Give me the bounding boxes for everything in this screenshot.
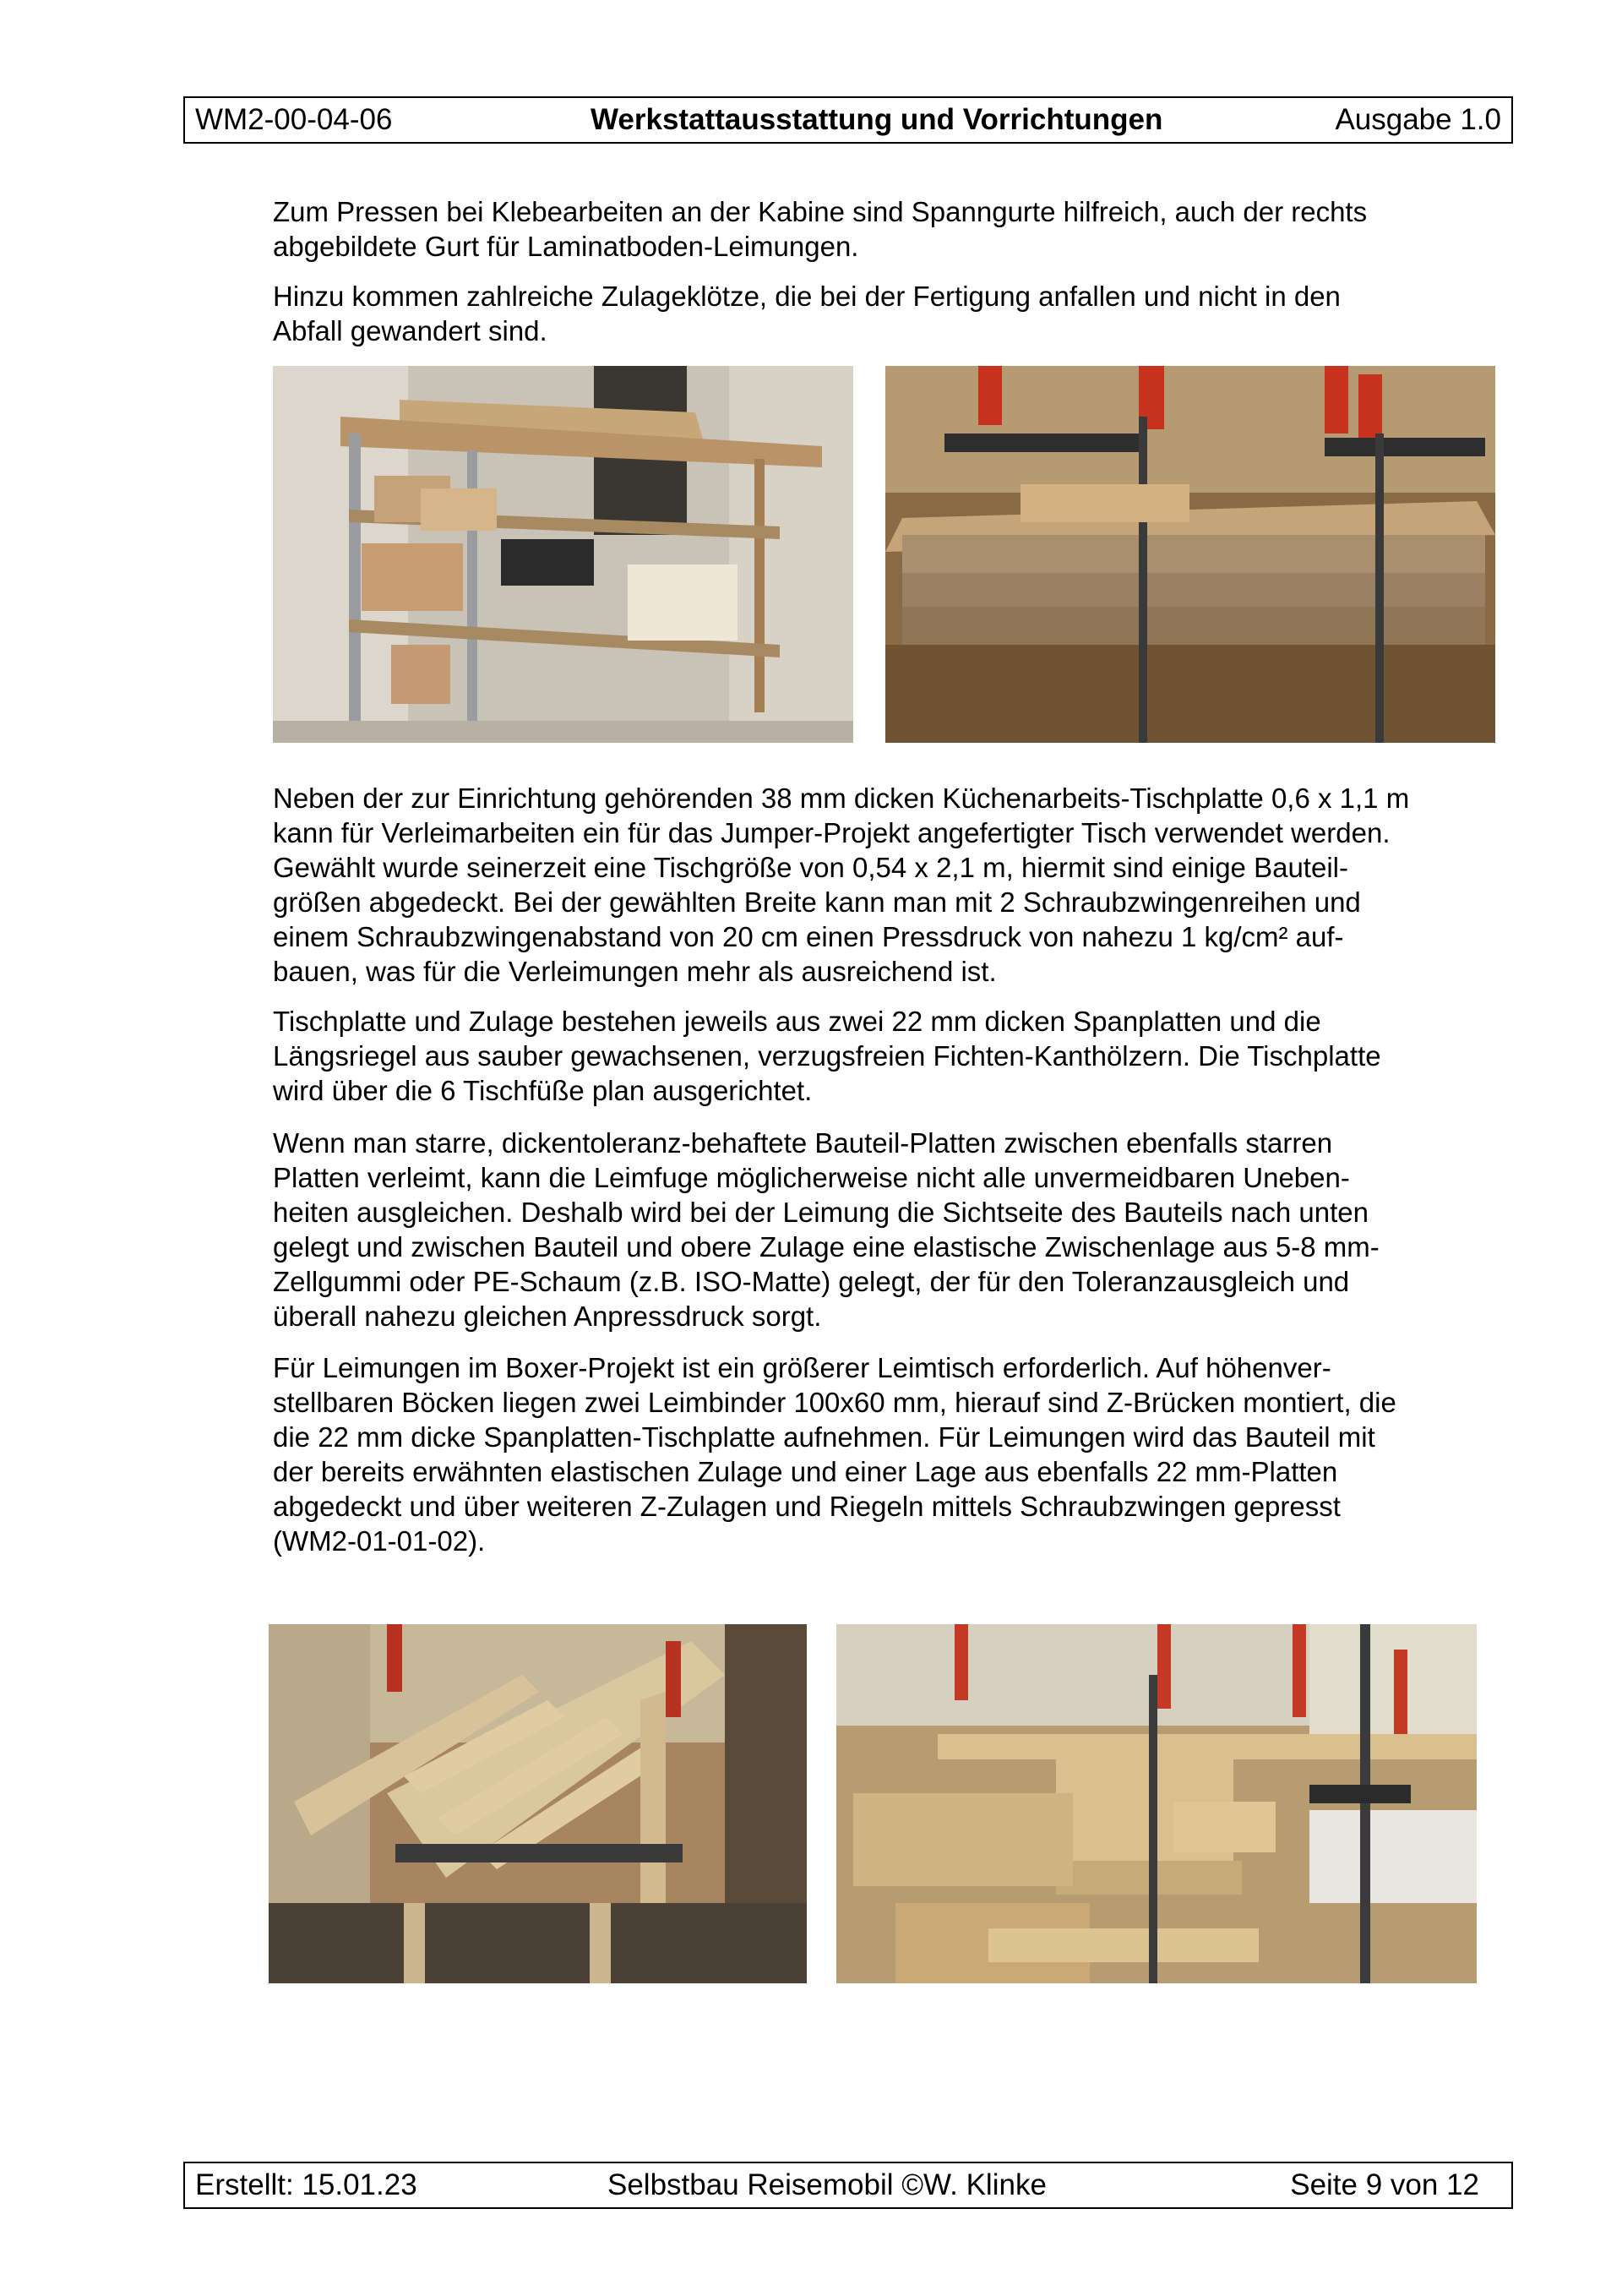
document-title: Werkstattausstattung und Vorrichtungen <box>591 103 1163 136</box>
text-line: gelegt und zwischen Bauteil und obere Zulage eine elastische Zwischenlage aus 5-8 mm- <box>273 1231 1380 1263</box>
body-paragraph-1 <box>273 781 1515 989</box>
photo-workbench-shelf <box>273 366 853 743</box>
page-number: Seite 9 von 12 <box>1290 2168 1479 2201</box>
text-line: wird über die 6 Tischfüße plan ausgerichtet. <box>273 1075 813 1106</box>
body-paragraph-3 <box>273 1126 1515 1333</box>
page-footer <box>183 2162 1513 2209</box>
photo-glue-table-frame <box>269 1624 807 1983</box>
text-line: Gewählt wurde seinerzeit eine Tischgröße von 0,54 x 2,1 m, hiermit sind einige Bauteil- <box>273 852 1348 883</box>
text-line: Längsriegel aus sauber gewachsenen, verzugsfreien Fichten-Kanthölzern. Die Tischplatte <box>273 1040 1381 1072</box>
photo-osb-clamped-stack <box>836 1624 1477 1983</box>
text-line: Wenn man starre, dickentoleranz-behaftete Bauteil-Platten zwischen ebenfalls starren <box>273 1127 1333 1159</box>
text-line: Platten verleimt, kann die Leimfuge möglicherweise nicht alle unvermeidbaren Uneben- <box>273 1162 1350 1193</box>
photo-clamped-chipboard <box>885 366 1495 743</box>
text-line: der bereits erwähnten elastischen Zulage und einer Lage aus ebenfalls 22 mm-Platten <box>273 1456 1338 1487</box>
text-line: (WM2-01-01-02). <box>273 1525 486 1557</box>
text-line: bauen, was für die Verleimungen mehr als ausreichend ist. <box>273 956 997 987</box>
text-line: Neben der zur Einrichtung gehörenden 38 mm dicken Küchenarbeits-Tischplatte 0,6 x 1,1 m <box>273 783 1410 814</box>
page-header <box>183 96 1513 144</box>
text-line: stellbaren Böcken liegen zwei Leimbinder 100x60 mm, hierauf sind Z-Brücken montiert, die <box>273 1387 1396 1418</box>
text-line: Abfall gewandert sind. <box>273 315 547 346</box>
text-line: abgebildete Gurt für Laminatboden-Leimungen. <box>273 231 859 262</box>
text-line: größen abgedeckt. Bei der gewählten Breite kann man mit 2 Schraubzwingenreihen und <box>273 886 1361 918</box>
body-paragraph-4 <box>273 1350 1515 1558</box>
intro-paragraph-1 <box>273 194 1515 264</box>
document-id: WM2-00-04-06 <box>195 103 393 136</box>
text-line: Für Leimungen im Boxer-Projekt ist ein größerer Leimtisch erforderlich. Auf höhenver- <box>273 1352 1331 1383</box>
text-line: abgedeckt und über weiteren Z-Zulagen und Riegeln mittels Schraubzwingen gepresst <box>273 1491 1341 1522</box>
text-line: Zum Pressen bei Klebearbeiten an der Kabine sind Spanngurte hilfreich, auch der rechts <box>273 196 1368 227</box>
text-line: Zellgummi oder PE-Schaum (z.B. ISO-Matte) gelegt, der für den Toleranzausgleich und <box>273 1266 1350 1297</box>
text-line: kann für Verleimarbeiten ein für das Jumper-Projekt angefertigter Tisch verwendet werden. <box>273 817 1391 848</box>
text-line: Tischplatte und Zulage bestehen jeweils aus zwei 22 mm dicken Spanplatten und die <box>273 1006 1321 1037</box>
text-line: heiten ausgleichen. Deshalb wird bei der Leimung die Sichtseite des Bauteils nach unten <box>273 1197 1369 1228</box>
text-line: die 22 mm dicke Spanplatten-Tischplatte aufnehmen. Für Leimungen wird das Bauteil mit <box>273 1421 1375 1453</box>
edition-label: Ausgabe 1.0 <box>1335 103 1501 136</box>
text-line: überall nahezu gleichen Anpressdruck sorgt. <box>273 1301 822 1332</box>
text-line: einem Schraubzwingenabstand von 20 cm einen Pressdruck von nahezu 1 kg/cm² auf- <box>273 921 1344 952</box>
body-paragraph-2 <box>273 1004 1515 1108</box>
text-line: Hinzu kommen zahlreiche Zulageklötze, die bei der Fertigung anfallen und nicht in den <box>273 281 1341 312</box>
intro-paragraph-2 <box>273 279 1515 348</box>
created-date: Erstellt: 15.01.23 <box>195 2168 417 2201</box>
footer-author: Selbstbau Reisemobil ©W. Klinke <box>607 2168 1047 2201</box>
